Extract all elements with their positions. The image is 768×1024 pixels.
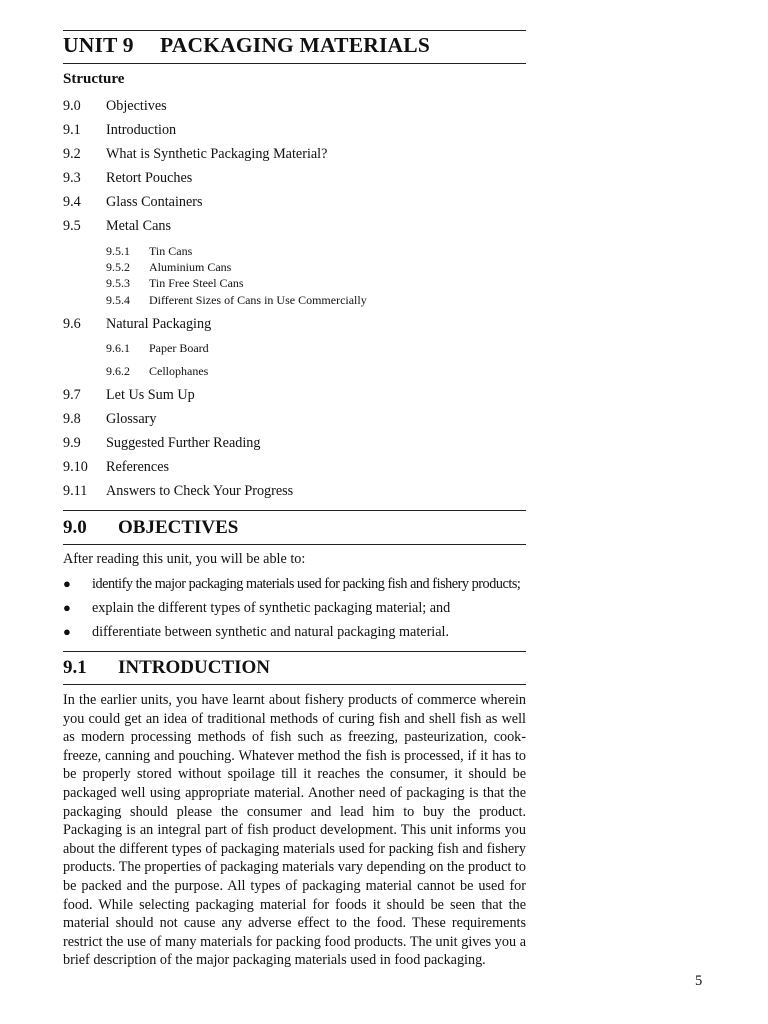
- toc-item: 9.4 Glass Containers: [63, 194, 203, 210]
- toc-item: 9.8 Glossary: [63, 411, 157, 427]
- toc-item: 9.1 Introduction: [63, 122, 177, 138]
- top-rule: [63, 30, 526, 31]
- toc-subitem: 9.5.1 Tin Cans: [106, 244, 193, 258]
- toc-item: 9.11 Answers to Check Your Progress: [63, 483, 294, 499]
- toc-subitem: 9.5.2 Aluminium Cans: [106, 260, 232, 274]
- unit-title: [63, 33, 430, 58]
- objective-bullet: ● explain the different types of synthetic packaging material; and: [63, 600, 451, 616]
- section-rule: [63, 510, 526, 511]
- page-number: 5: [695, 973, 703, 989]
- unit-number: UNIT 9: [63, 33, 134, 57]
- objective-bullet: ● differentiate between synthetic and natural packaging material.: [63, 624, 450, 640]
- toc-item: 9.10 References: [63, 459, 170, 475]
- structure-label: Structure: [63, 71, 125, 87]
- section-rule: [63, 544, 526, 545]
- toc-subitem: 9.5.4 Different Sizes of Cans in Use Commercially: [106, 293, 367, 307]
- section-rule: [63, 684, 526, 685]
- objectives-lead: After reading this unit, you will be able to:: [63, 551, 306, 567]
- objective-bullet: ● identify the major packaging materials used for packing fish and fishery products;: [63, 576, 521, 592]
- section-heading-introduction: 9.1 INTRODUCTION: [63, 657, 271, 678]
- toc-item: 9.3 Retort Pouches: [63, 170, 193, 186]
- introduction-paragraph: In the earlier units, you have learnt about fishery products of commerce wherein you could get an idea of traditional methods of curing fish and shell fish as well as modern processing methods of fish such as freezing, pasteurization, cook-freeze, canning and pouching. Whatever method the fish is processed, if it has to be properly stored without spoilage till it reaches the consumer, it should be packaged well using appropriate material. Another need of packaging is that the packaging should please the consumer and lead him to buy the product. Packaging is an integral part of fish product development. This unit informs you about the different types of packaging materials used for packing fish and fishery products. The properties of packaging materials vary depending on the product to be packed and the purpose. All types of packaging material cannot be used for food. While selecting packaging material for foods it should be seen that the material should not cause any adverse effect to the food. These requirements restrict the use of many materials for packing food products. The unit gives you a brief description of the major packaging materials used in food packaging.: [63, 692, 526, 969]
- toc-subitem: 9.6.2 Cellophanes: [106, 364, 209, 378]
- bullet-icon: ●: [63, 624, 71, 639]
- toc-item: 9.6 Natural Packaging: [63, 316, 212, 332]
- bullet-icon: ●: [63, 600, 71, 615]
- toc-item: 9.2 What is Synthetic Packaging Material?: [63, 146, 328, 162]
- toc-item: 9.0 Objectives: [63, 98, 167, 114]
- toc-item: 9.7 Let Us Sum Up: [63, 387, 195, 403]
- toc-subitem: 9.6.1 Paper Board: [106, 341, 209, 355]
- toc-item: 9.9 Suggested Further Reading: [63, 435, 261, 451]
- toc-item: 9.5 Metal Cans: [63, 218, 172, 234]
- bullet-icon: ●: [63, 576, 71, 591]
- section-heading-objectives: 9.0 OBJECTIVES: [63, 517, 239, 538]
- section-rule: [63, 651, 526, 652]
- toc-subitem: 9.5.3 Tin Free Steel Cans: [106, 276, 244, 290]
- unit-heading: PACKAGING MATERIALS: [160, 33, 430, 57]
- unit-title-rule: [63, 63, 526, 64]
